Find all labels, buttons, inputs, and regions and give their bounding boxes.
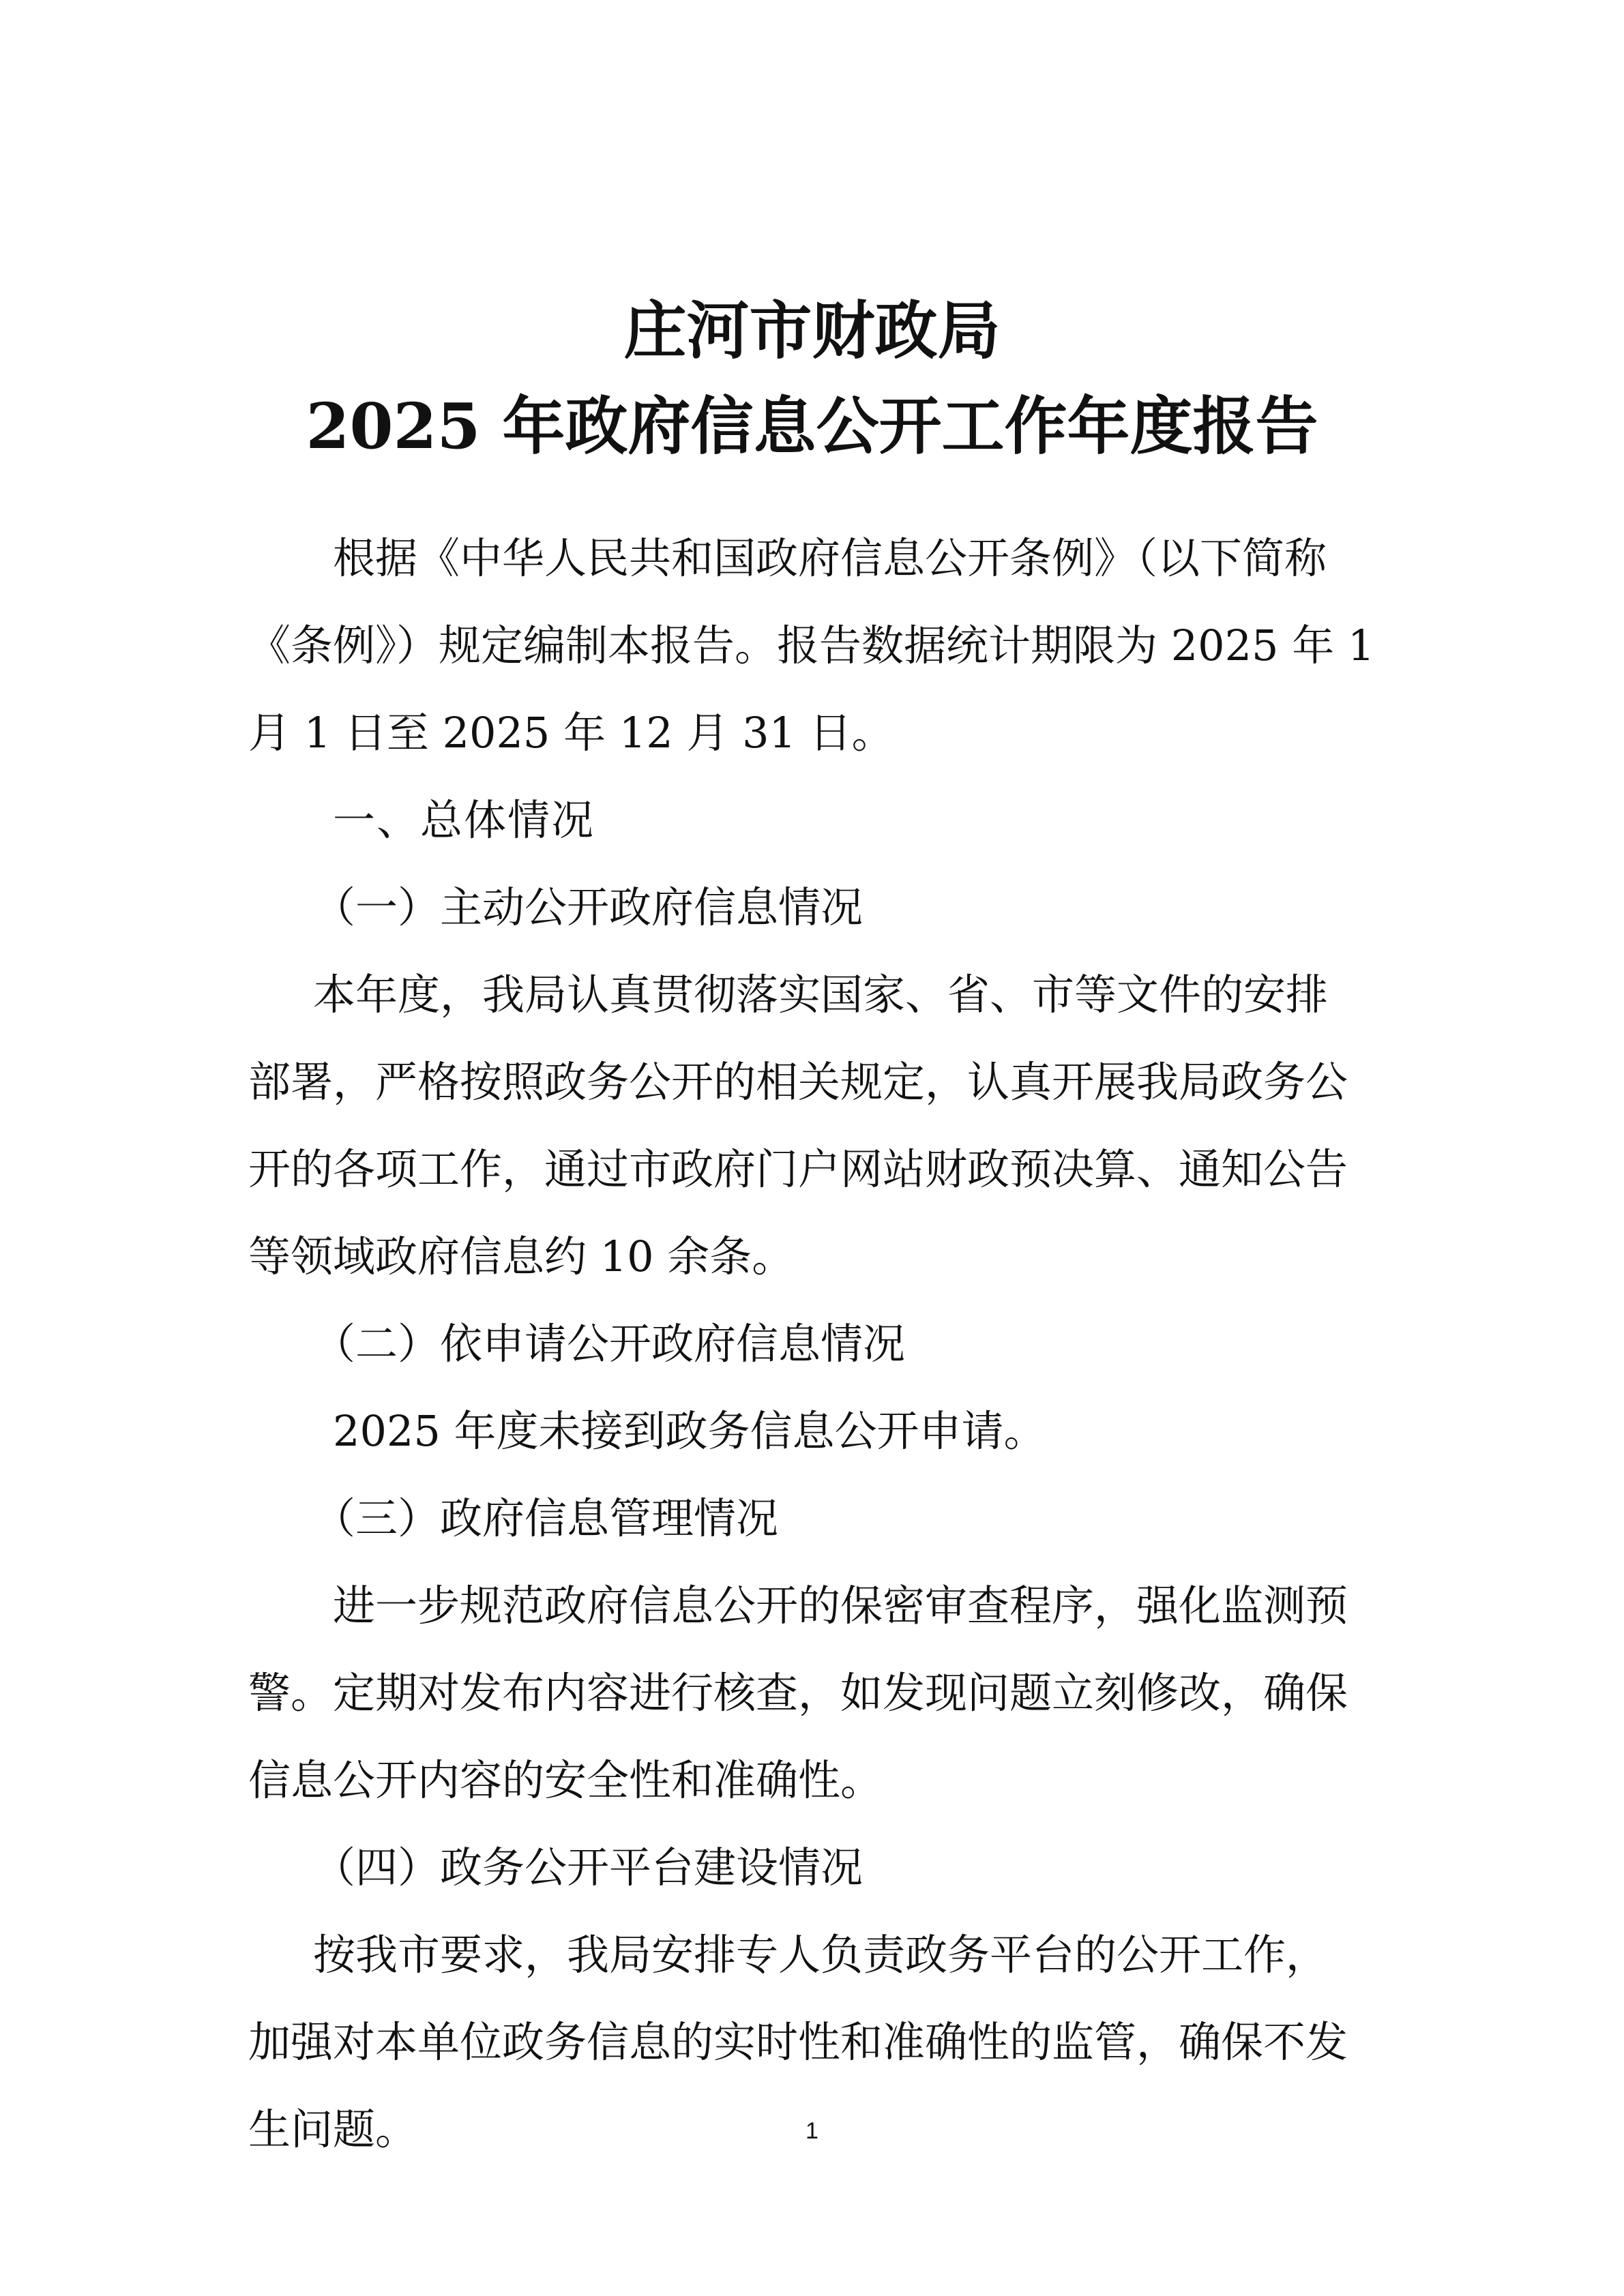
paragraph-line: 等领域政府信息约 10 余条。 [248,1232,795,1281]
paragraph-line: 生问题。 [248,2104,418,2154]
paragraph-line: 信息公开内容的安全性和准确性。 [248,1755,883,1805]
subsection-heading: （一）主动公开政府信息情况 [313,882,863,932]
section-heading: 一、总体情况 [333,795,595,845]
paragraph-line: 开的各项工作，通过市政府门户网站财政预决算、通知公告 [248,1144,1348,1194]
paragraph-line: 《条例》）规定编制本报告。报告数据统计期限为 2025 年 1 [248,621,1375,670]
subsection-heading: （三）政府信息管理情况 [313,1493,779,1543]
subsection-heading: （二）依申请公开政府信息情况 [313,1319,906,1369]
paragraph-line: 部署，严格按照政务公开的相关规定，认真开展我局政务公 [248,1057,1348,1107]
title-line-1: 庄河市财政局 [623,294,1001,368]
paragraph-line: 加强对本单位政务信息的实时性和准确性的监管，确保不发 [248,2017,1348,2067]
paragraph-line: 本年度，我局认真贯彻落实国家、省、市等文件的安排 [313,970,1329,1019]
page-number: 1 [806,2118,818,2144]
paragraph-line: 根据《中华人民共和国政府信息公开条例》（以下简称 [333,533,1327,583]
paragraph-line: 月 1 日至 2025 年 12 月 31 日。 [248,708,894,758]
report-body [248,515,1381,2173]
paragraph-line: 警。定期对发布内容进行核查，如发现问题立刻修改，确保 [248,1668,1348,1718]
paragraph-line: 进一步规范政府信息公开的保密审查程序，强化监测预 [333,1581,1348,1630]
subsection-heading: （四）政务公开平台建设情况 [313,1843,863,1892]
paragraph-line: 2025 年度未接到政务信息公开申请。 [333,1406,1046,1456]
paragraph-line: 按我市要求，我局安排专人负责政务平台的公开工作， [313,1930,1329,1980]
title-line-2: 2025 年政府信息公开工作年度报告 [306,389,1318,463]
